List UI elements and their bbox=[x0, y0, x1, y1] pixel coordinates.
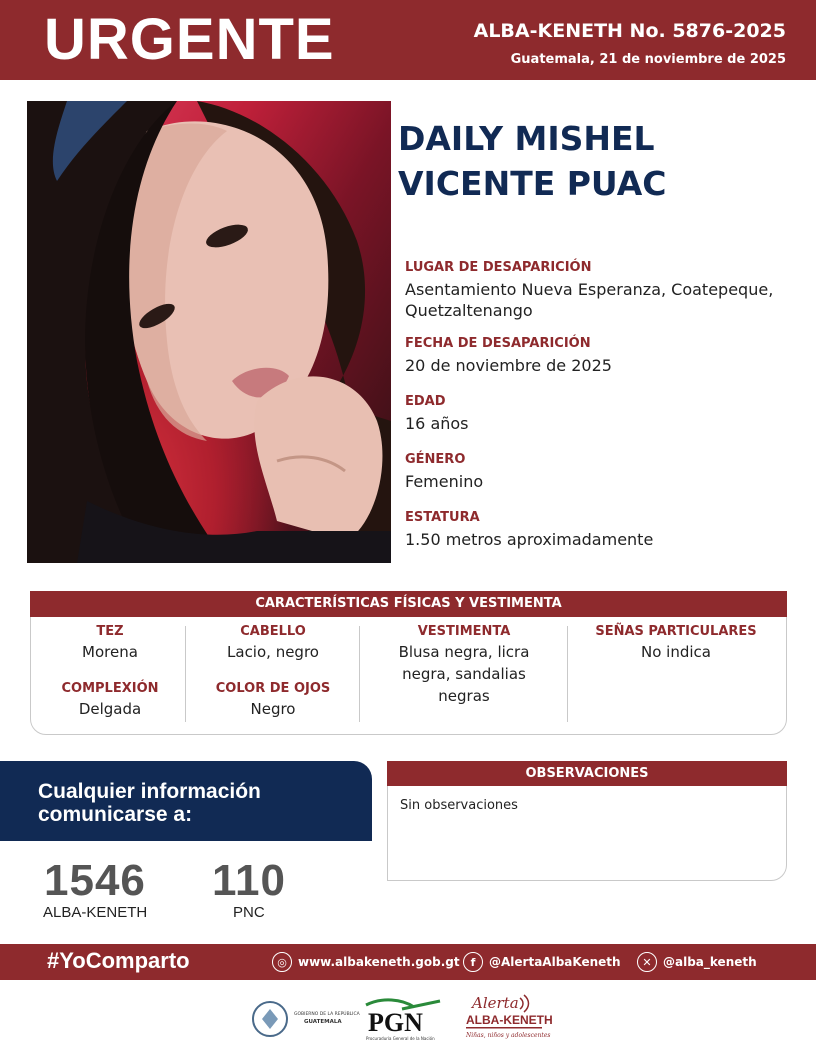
detail-place-value bbox=[405, 279, 800, 321]
complexion-label: COMPLEXIÓN bbox=[61, 681, 159, 696]
phone-label-alba: ALBA-KENETH bbox=[43, 904, 148, 921]
contact-text bbox=[38, 780, 261, 826]
person-name bbox=[398, 116, 666, 206]
observations-title: OBSERVACIONES bbox=[387, 761, 787, 786]
phone-number-pnc[interactable]: 110 bbox=[212, 856, 286, 905]
person-name-line1: DAILY MISHEL bbox=[398, 119, 655, 158]
detail-place bbox=[405, 260, 800, 321]
detail-place-value-line1: Asentamiento Nueva Esperanza, Coatepeque, bbox=[405, 280, 774, 299]
char-col-cabello bbox=[190, 624, 356, 720]
hair-value: Lacio, negro bbox=[227, 643, 319, 661]
phone-label-pnc: PNC bbox=[233, 904, 265, 921]
detail-date-label: FECHA DE DESAPARICIÓN bbox=[405, 336, 591, 351]
column-divider bbox=[185, 626, 186, 722]
clothing-label: VESTIMENTA bbox=[417, 624, 511, 639]
pgn-text: PGN bbox=[368, 1008, 423, 1037]
urgent-title: URGENTE bbox=[44, 7, 335, 72]
marks-value: No indica bbox=[641, 643, 711, 661]
detail-date-value: 20 de noviembre de 2025 bbox=[405, 356, 612, 375]
facebook-text: @AlertaAlbaKeneth bbox=[489, 955, 621, 969]
eye-color-value: Negro bbox=[250, 700, 296, 718]
alert-location-date: Guatemala, 21 de noviembre de 2025 bbox=[510, 52, 786, 67]
alerta-text: Alerta bbox=[472, 994, 519, 1012]
detail-height-label: ESTATURA bbox=[405, 510, 480, 525]
phone-number-alba[interactable]: 1546 bbox=[44, 856, 146, 905]
alba-sub-text: Niñas, niños y adolescentes bbox=[466, 1032, 551, 1039]
column-divider bbox=[359, 626, 360, 722]
x-text: @alba_keneth bbox=[663, 955, 757, 969]
facebook-link[interactable] bbox=[463, 952, 621, 972]
detail-age-label: EDAD bbox=[405, 394, 446, 409]
detail-height bbox=[405, 510, 800, 550]
contact-text-line2: comunicarse a: bbox=[38, 803, 193, 826]
pgn-logo bbox=[362, 995, 454, 1043]
guatemala-government-logo bbox=[250, 995, 360, 1043]
x-link[interactable] bbox=[637, 952, 757, 972]
x-icon: ✕ bbox=[637, 952, 657, 972]
detail-gender-label: GÉNERO bbox=[405, 452, 466, 467]
char-col-senas bbox=[570, 624, 782, 663]
tez-value: Morena bbox=[82, 643, 138, 661]
detail-gender bbox=[405, 452, 800, 492]
tez-label: TEZ bbox=[96, 624, 124, 639]
person-name-line2: VICENTE PUAC bbox=[398, 164, 667, 203]
gov-logo-text-1: GOBIERNO DE LA REPÚBLICA bbox=[294, 1012, 360, 1017]
detail-height-value: 1.50 metros aproximadamente bbox=[405, 530, 654, 549]
char-col-vestimenta bbox=[364, 624, 564, 707]
hair-label: CABELLO bbox=[240, 624, 306, 639]
detail-place-label: LUGAR DE DESAPARICIÓN bbox=[405, 260, 592, 275]
complexion-value: Delgada bbox=[78, 700, 142, 718]
detail-age bbox=[405, 394, 800, 434]
clothing-value-line1: Blusa negra, licra bbox=[398, 643, 530, 661]
facebook-icon: f bbox=[463, 952, 483, 972]
eye-color-label: COLOR DE OJOS bbox=[215, 681, 331, 696]
globe-icon: ◎ bbox=[272, 952, 292, 972]
alert-number: ALBA-KENETH No. 5876-2025 bbox=[473, 20, 786, 42]
portrait-illustration bbox=[27, 101, 391, 563]
char-col-tez bbox=[40, 624, 180, 720]
clothing-value-line3: negras bbox=[438, 687, 490, 705]
detail-place-value-line2: Quetzaltenango bbox=[405, 301, 533, 320]
gov-logo-text-2: GUATEMALA bbox=[304, 1019, 342, 1025]
clothing-value-line2: negra, sandalias bbox=[402, 665, 526, 683]
detail-gender-value: Femenino bbox=[405, 472, 484, 491]
pgn-sub-text: Procuraduría General de la Nación bbox=[366, 1036, 435, 1041]
website-text: www.albakeneth.gob.gt bbox=[298, 955, 460, 969]
characteristics-title: CARACTERÍSTICAS FÍSICAS Y VESTIMENTA bbox=[30, 591, 787, 617]
detail-date bbox=[405, 336, 800, 376]
column-divider bbox=[567, 626, 568, 722]
website-link[interactable] bbox=[272, 952, 460, 972]
missing-person-photo bbox=[27, 101, 391, 563]
observations-text: Sin observaciones bbox=[400, 798, 518, 813]
marks-label: SEÑAS PARTICULARES bbox=[595, 624, 757, 639]
hashtag: #YoComparto bbox=[47, 948, 190, 973]
alba-keneth-logo bbox=[462, 992, 552, 1040]
clothing-value bbox=[364, 641, 564, 707]
alba-keneth-text: ALBA-KENETH bbox=[466, 1013, 552, 1027]
detail-age-value: 16 años bbox=[405, 414, 469, 433]
contact-text-line1: Cualquier información bbox=[38, 780, 261, 803]
